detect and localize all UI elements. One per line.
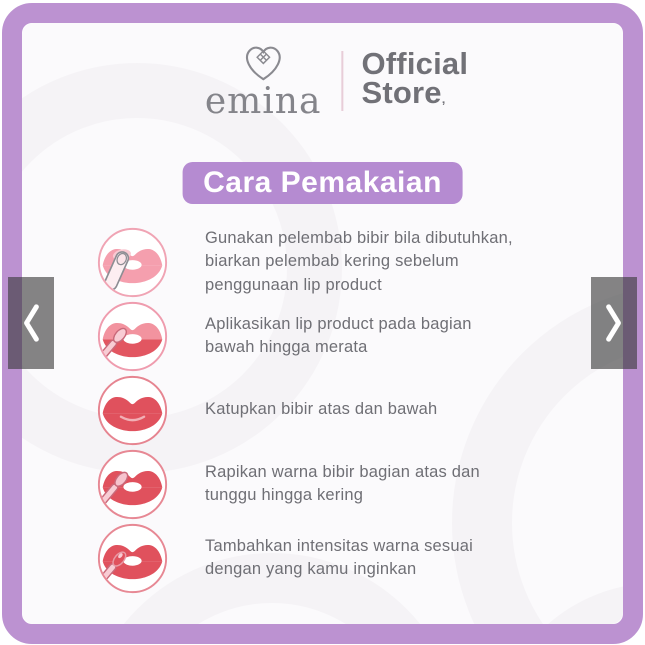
infographic-card <box>22 23 623 624</box>
chevron-left-icon <box>22 302 40 344</box>
header-divider <box>341 51 343 111</box>
step-text: Rapikan warna bibir bagian atas dan tunggu hingga kering <box>205 462 480 504</box>
step-row-4 <box>96 447 583 521</box>
lips-moisturizer-finger-icon <box>96 226 169 299</box>
step-text: Katupkan bibir atas dan bawah <box>205 400 438 419</box>
lips-apply-top-icon <box>96 448 169 521</box>
step-row-5 <box>96 521 583 595</box>
usage-steps-list <box>96 225 583 595</box>
brand-header <box>205 41 468 120</box>
brand-wordmark: emina <box>204 81 322 122</box>
emina-heart-icon <box>239 41 287 83</box>
carousel-next-button[interactable] <box>591 277 637 369</box>
lips-closed-icon <box>96 374 169 447</box>
step-text: Gunakan pelembab bibir bila dibutuhkan, biarkan pelembab kering sebelum penggunaan lip product <box>205 228 513 294</box>
section-title: Cara Pemakaian <box>203 166 442 199</box>
emina-logo <box>205 41 322 120</box>
step-text: Tambahkan intensitas warna sesuai dengan yang kamu inginkan <box>205 536 473 578</box>
official-label: Official <box>361 45 469 81</box>
lips-apply-bottom-icon <box>96 300 169 373</box>
step-row-2 <box>96 299 583 373</box>
store-trademark-curl-icon: ‚ <box>441 90 446 106</box>
step-row-3 <box>96 373 583 447</box>
store-label: Store‚ <box>361 74 446 110</box>
chevron-right-icon <box>605 302 623 344</box>
step-text: Aplikasikan lip product pada bagian bawah hingga merata <box>205 314 472 356</box>
section-title-banner <box>182 162 463 204</box>
step-row-1 <box>96 225 583 299</box>
carousel-prev-button[interactable] <box>8 277 54 369</box>
lips-add-intensity-icon <box>96 522 169 595</box>
official-store-label <box>361 45 469 113</box>
